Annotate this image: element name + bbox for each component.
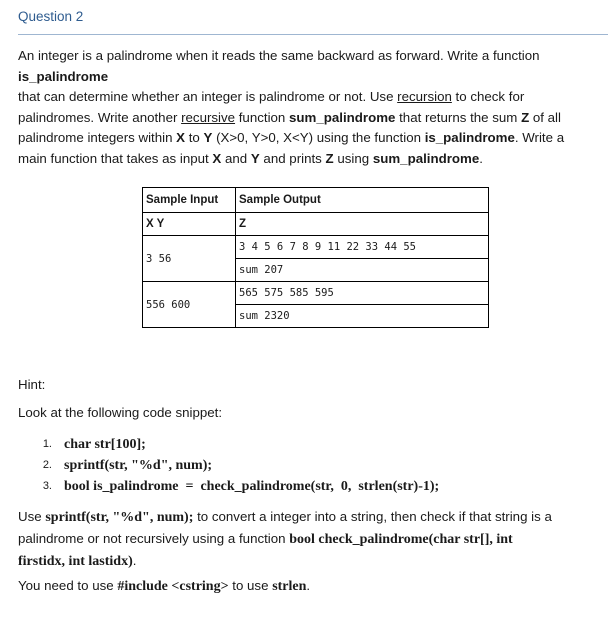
check-palindrome-params: firstidx, int lastidx) [18, 554, 133, 569]
sum-palindrome-name: sum_palindrome [289, 109, 396, 125]
var-z: Z [521, 109, 530, 125]
code-text: char str[100]; [64, 437, 146, 452]
sample-input-cell: 3 56 [143, 236, 236, 282]
text-segment: of all [529, 109, 561, 125]
text-segment: to check for [451, 89, 525, 104]
var-y: Y [250, 150, 260, 166]
text-segment: (X>0, Y>0, X<Y) using the function [212, 130, 425, 145]
text-segment: . [132, 553, 137, 568]
usage-line-3 [18, 550, 608, 572]
text-segment: main function that takes as input [18, 150, 213, 166]
usage-line-2 [18, 528, 608, 550]
text-segment: that can determine whether an integer is palindrome or not. Use [18, 89, 398, 104]
statement-line-1: An integer is a palindrome when it reads the same backward as forward. Write a function [18, 48, 540, 63]
text-segment: to [185, 130, 204, 145]
text-segment: palindrome or not recursively using a function [18, 531, 290, 546]
var-z: Z [325, 150, 334, 166]
statement-line-5 [18, 128, 608, 149]
statement-line-2 [18, 67, 608, 88]
statement-line-6 [18, 149, 608, 170]
line-number: 3. [42, 480, 52, 492]
statement-line-3 [18, 87, 608, 108]
table-row [143, 282, 489, 328]
strlen-code: strlen [272, 579, 307, 594]
code-snippet [18, 434, 439, 497]
subheader-z: Z [236, 213, 489, 236]
problem-statement [18, 46, 608, 169]
subheader-xy: X Y [143, 213, 236, 236]
header-sample-output: Sample Output [236, 188, 489, 213]
var-y: Y [203, 130, 213, 145]
sum-palindrome-name: sum_palindrome [372, 150, 480, 166]
header-sample-input: Sample Input [143, 188, 236, 213]
is-palindrome-name: is_palindrome [18, 68, 109, 84]
text-segment: Use [18, 509, 46, 524]
table-row [143, 236, 489, 282]
text-segment: You need to use [18, 578, 118, 593]
text-segment: . [306, 578, 311, 593]
code-line [18, 434, 439, 455]
title-divider [18, 34, 608, 35]
text-segment: to convert a integer into a string, then check if that string is a [193, 509, 552, 524]
code-line [18, 455, 439, 476]
sample-output-sum: sum 2320 [239, 310, 290, 322]
sample-output-values: 3 4 5 6 7 8 9 11 22 33 44 55 [236, 236, 488, 259]
code-text: bool is_palindrome = check_palindrome(str, 0, strlen(str)-1); [64, 479, 440, 494]
sample-output-values: 565 575 585 595 [236, 282, 488, 305]
usage-explanation [18, 506, 608, 572]
text-segment: palindrome integers within [18, 130, 177, 145]
code-line [18, 476, 439, 497]
usage-line-1 [18, 506, 608, 528]
line-number: 1. [42, 438, 52, 450]
sample-output-cell [236, 282, 489, 328]
var-x: X [176, 130, 186, 145]
table-header-row [143, 188, 489, 213]
text-segment: function [235, 109, 290, 125]
question-title: Question 2 [18, 9, 84, 24]
sample-io-table [142, 187, 489, 328]
check-palindrome-signature: bool check_palindrome(char str[], int [289, 532, 513, 547]
include-note [18, 578, 310, 595]
include-cstring-code: #include <cstring> [117, 579, 229, 594]
hint-intro: Look at the following code snippet: [18, 405, 223, 420]
sample-output-cell [236, 236, 489, 282]
sample-output-sum: sum 207 [239, 264, 284, 276]
text-segment: palindromes. Write another [18, 109, 182, 125]
recursion-link: recursion [397, 89, 452, 104]
text-segment: and [221, 150, 251, 166]
text-segment: and prints [259, 150, 326, 166]
statement-line-4 [18, 108, 608, 129]
code-text: sprintf(str, "%d", num); [64, 458, 213, 473]
text-segment: . [479, 150, 483, 166]
sprintf-code: sprintf(str, "%d", num); [45, 510, 194, 525]
sample-input-cell: 556 600 [143, 282, 236, 328]
text-segment: to use [228, 578, 273, 593]
table-subheader-row [143, 213, 489, 236]
hint-label: Hint: [18, 377, 46, 392]
text-segment: that returns the sum [395, 109, 522, 125]
is-palindrome-name: is_palindrome [424, 130, 515, 145]
text-segment: using [333, 150, 373, 166]
recursive-link: recursive [181, 109, 236, 125]
line-number: 2. [42, 459, 52, 471]
var-x: X [212, 150, 222, 166]
text-segment: . Write a [514, 130, 565, 145]
